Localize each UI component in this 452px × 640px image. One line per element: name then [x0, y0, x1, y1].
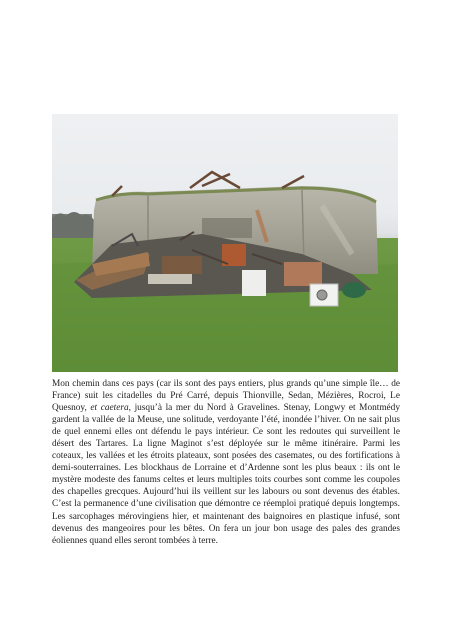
body-text-part-2: , jusqu’à la mer du Nord à Gravelines. Stenay, Longwy et Montmédy gardent la vallée de la Meuse, une solitude, verdoyante l’été, inondée l’hiver. On ne sait plus de quel ennemi elles ont défendu le pays intérieur. Ce sont les redoutes qui surveillent le désert des Tartares. La ligne Maginot s’est déployée sur le même itinéraire. Parmi les coteaux, les vallées et les étroits plateaux, sont posées des casemates, ou des fortifications à demi-souterraines. Les blockhaus de Lorraine et d’Ardenne sont les plus beaux : ils ont le mystère modeste des fanums celtes et leurs multiples toits courbes sont comme les coupoles des chapelles grecques. Aujourd’hui ils veillent sur les labours ou sont devenus des étables. C’est la permanence d’une civilisation que démontre ce réemploi pratiqué depuis longtemps. Les sarcophages mérovingiens hier, et maintenant des baignoires en plastique infusé, sont devenus des mangeoires pour les bêtes. On fera un jour bon usage des pales des grandes éoliennes quand elles seront tombées à terre. [52, 403, 400, 546]
body-text-italic: et caetera [90, 403, 129, 414]
body-text-part-1: Mon chemin dans ces pays (car ils sont des pays entiers, plus grands qu’une simple île… de France) suit les citadelles du Pré Carré, depuis Thionville, Sedan, Mézières, Rocroi, Le Quesnoy, [52, 379, 400, 414]
body-text [52, 378, 400, 547]
bunker-photo [52, 114, 398, 372]
bunker-illustration [52, 114, 398, 372]
